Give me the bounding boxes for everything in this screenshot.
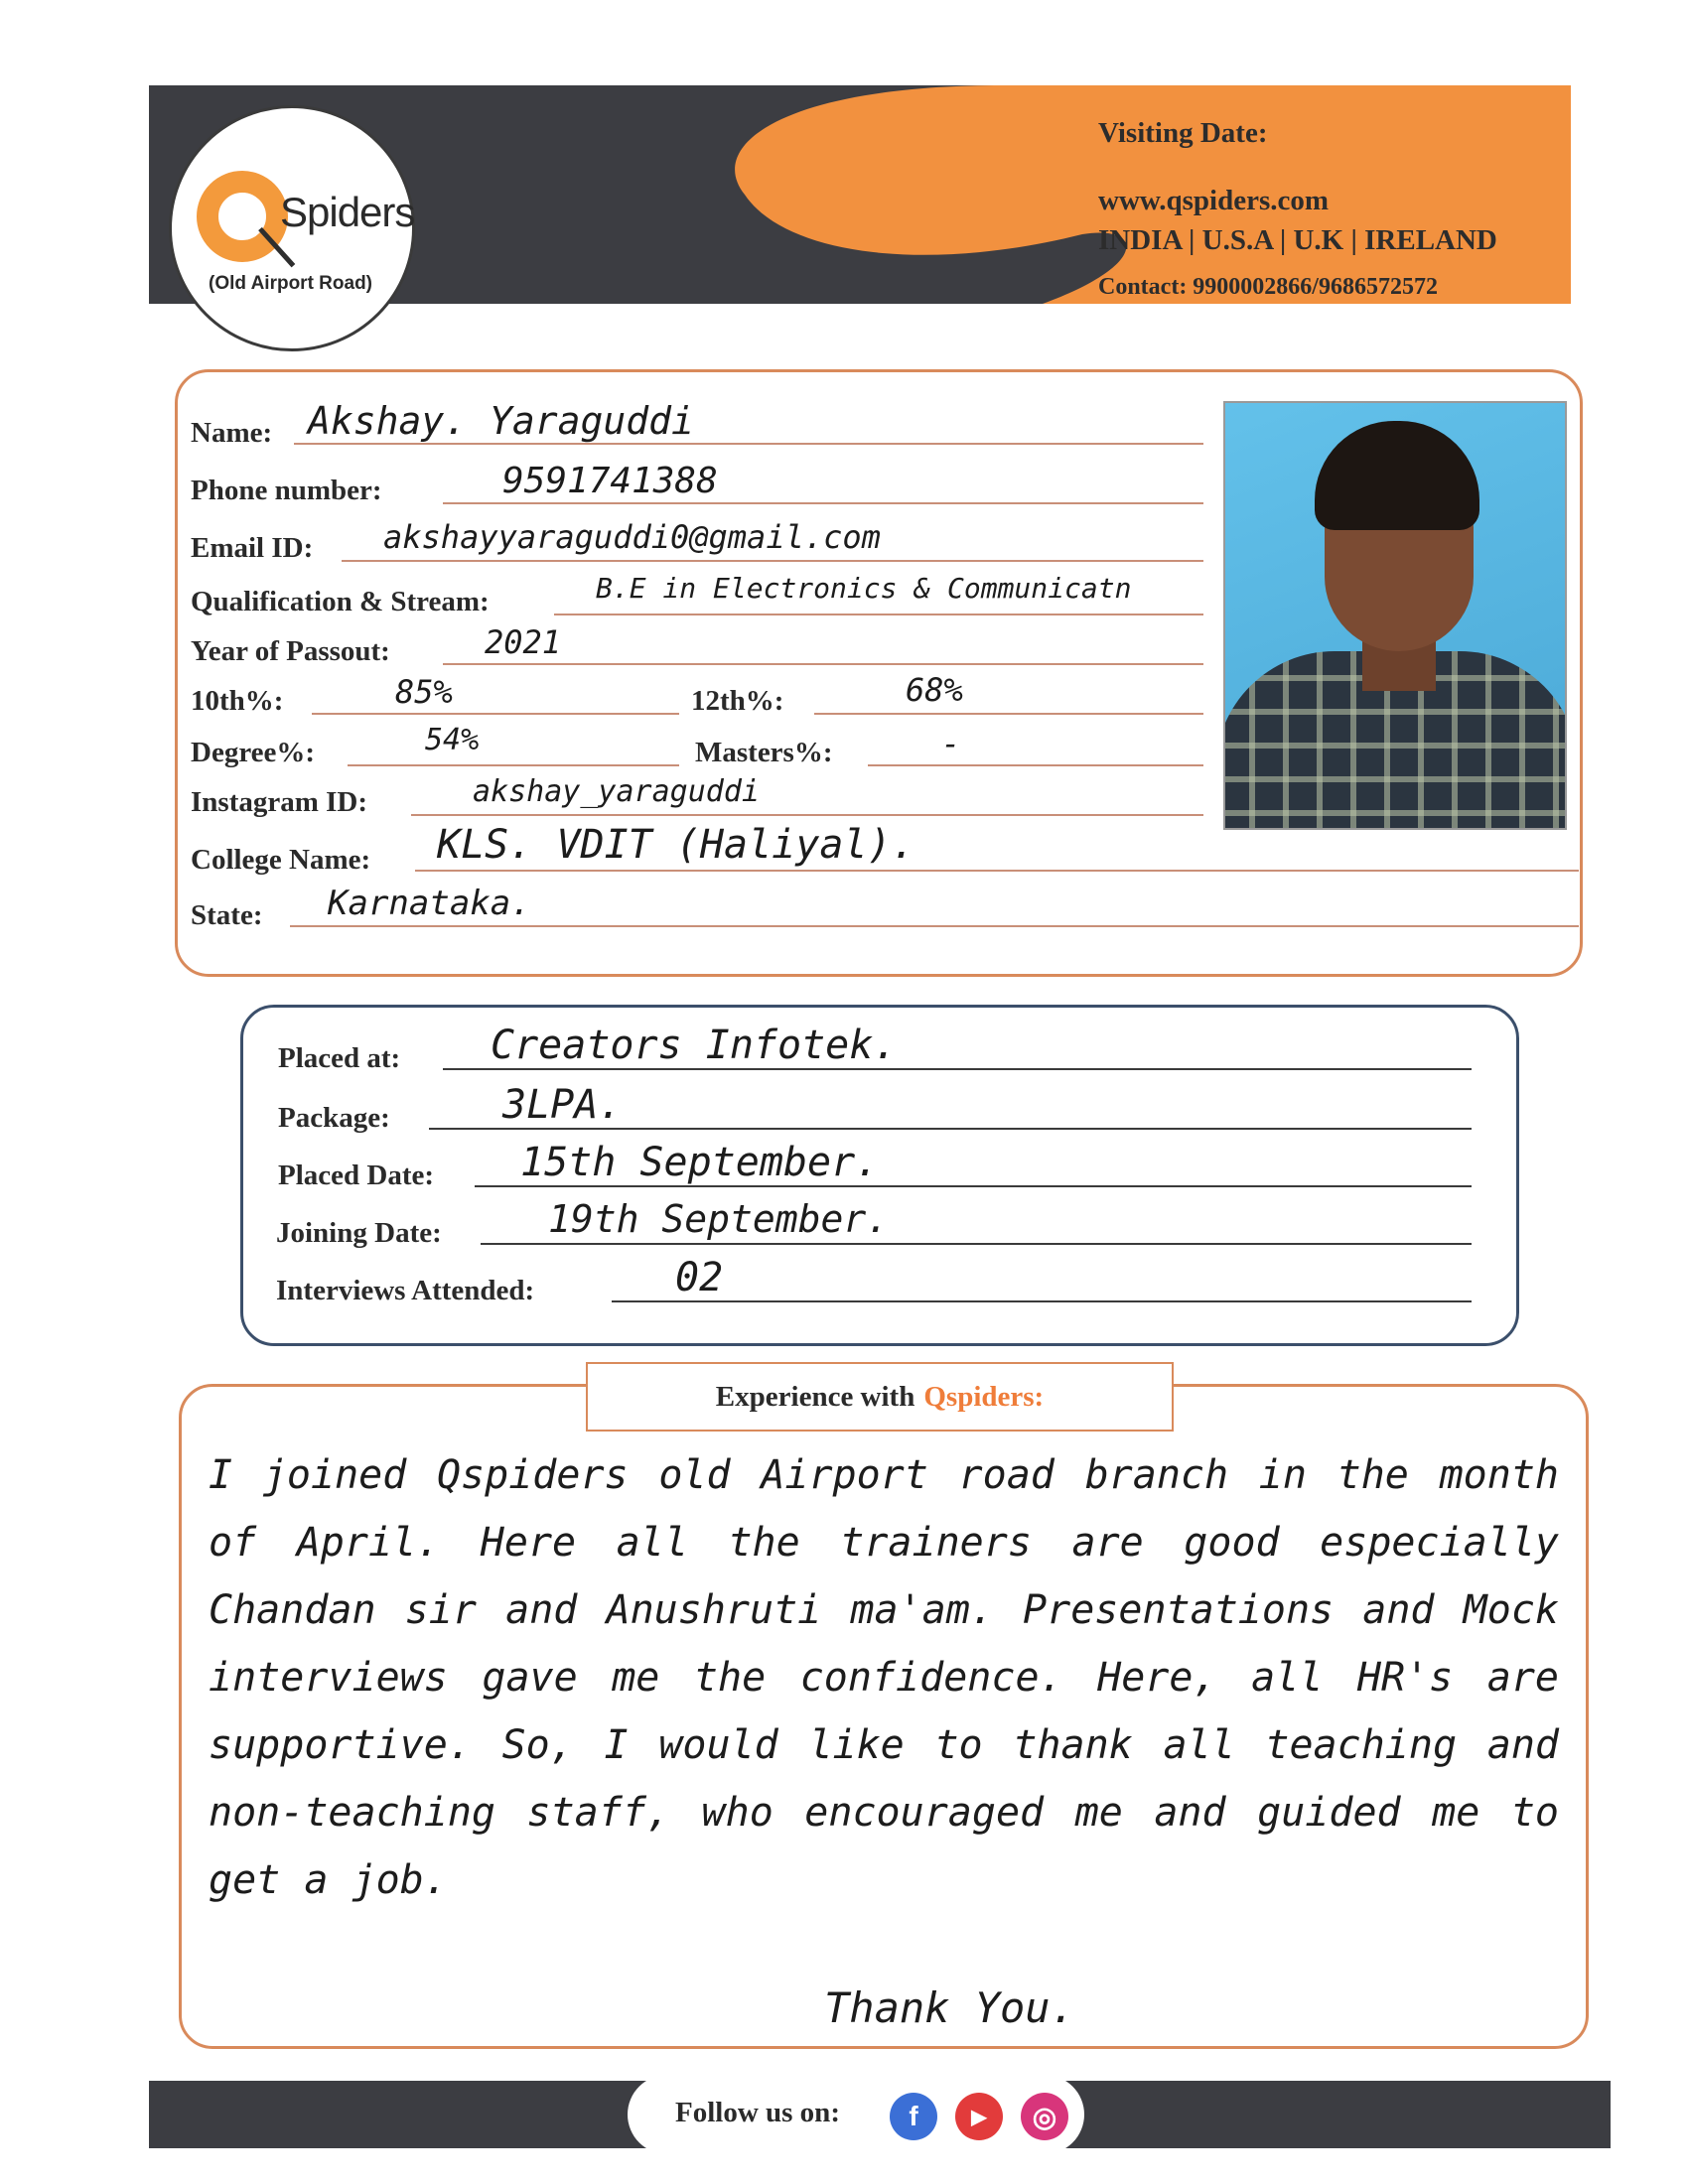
phone-value: 9591741388: [502, 461, 718, 501]
interviews-line: [612, 1300, 1472, 1302]
experience-title-text: Experience with: [715, 1380, 915, 1413]
instagram-value: akshay_yaraguddi: [473, 774, 760, 809]
masters-value: -: [941, 725, 961, 762]
email-label: Email ID:: [191, 532, 314, 564]
masters-line: [868, 764, 1203, 766]
email-line: [342, 560, 1203, 562]
logo-branch: (Old Airport Road): [209, 273, 372, 294]
follow-label: Follow us on:: [675, 2097, 840, 2128]
joining-date-line: [481, 1243, 1472, 1245]
placed-at-value: Creators Infotek.: [491, 1023, 898, 1068]
experience-title-brand: Qspiders:: [923, 1380, 1045, 1413]
college-value: KLS. VDIT (Haliyal).: [437, 822, 915, 868]
phone-line: [443, 502, 1203, 504]
instagram-icon[interactable]: ◎: [1021, 2093, 1068, 2140]
qualification-line: [554, 614, 1203, 615]
joining-date-label: Joining Date:: [276, 1217, 442, 1249]
passout-label: Year of Passout:: [191, 635, 390, 667]
instagram-line: [411, 814, 1203, 816]
joining-date-value: 19th September.: [548, 1197, 890, 1241]
logo-word: Spiders: [280, 189, 415, 235]
qualification-label: Qualification & Stream:: [191, 586, 490, 617]
tenth-value: 85%: [395, 673, 453, 711]
degree-label: Degree%:: [191, 737, 316, 768]
passout-value: 2021: [485, 623, 562, 661]
state-label: State:: [191, 899, 263, 931]
email-value: akshayyaraguddi0@gmail.com: [383, 518, 881, 556]
website-link[interactable]: www.qspiders.com: [1098, 185, 1330, 216]
closing-text: Thank You.: [824, 1983, 1075, 2032]
name-value: Akshay. Yaraguddi: [308, 399, 694, 443]
tenth-line: [312, 713, 679, 715]
experience-title-box: [586, 1362, 1174, 1432]
placed-at-line: [443, 1068, 1472, 1070]
interviews-value: 02: [675, 1255, 724, 1300]
placed-date-label: Placed Date:: [278, 1160, 435, 1191]
state-line: [290, 925, 1579, 927]
placed-date-value: 15th September.: [520, 1140, 880, 1185]
experience-title: [588, 1364, 1172, 1430]
tenth-label: 10th%:: [191, 685, 284, 717]
instagram-label: Instagram ID:: [191, 786, 368, 818]
passout-line: [443, 663, 1203, 665]
package-label: Package:: [278, 1102, 390, 1134]
placed-at-label: Placed at:: [278, 1042, 401, 1074]
name-line: [294, 443, 1203, 445]
placed-date-line: [475, 1185, 1472, 1187]
youtube-icon[interactable]: ▶: [955, 2093, 1003, 2140]
name-label: Name:: [191, 417, 273, 449]
twelfth-value: 68%: [906, 671, 963, 709]
visiting-date-label: Visiting Date:: [1098, 117, 1268, 149]
interviews-label: Interviews Attended:: [276, 1275, 535, 1306]
twelfth-label: 12th%:: [691, 685, 784, 717]
student-photo: [1223, 401, 1567, 830]
package-value: 3LPA.: [502, 1082, 623, 1128]
college-label: College Name:: [191, 844, 371, 876]
degree-value: 54%: [425, 723, 480, 757]
degree-line: [348, 764, 679, 766]
masters-label: Masters%:: [695, 737, 833, 768]
package-line: [429, 1128, 1472, 1130]
facebook-icon[interactable]: f: [890, 2093, 937, 2140]
contact-numbers: Contact: 9900002866/9686572572: [1098, 274, 1438, 300]
twelfth-line: [814, 713, 1203, 715]
experience-text: I joined Qspiders old Airport road branch in the month of April. Here all the trainers are good especially Chandan sir and Anushruti ma'am. Presentations and Mock interviews gave me the confidence. Here, all HR's are supportive. So, I would like to thank all teaching and non-teaching staff, who encouraged me and guided me to get a job.: [209, 1452, 1559, 1903]
state-value: Karnataka.: [328, 884, 531, 923]
qualification-value: B.E in Electronics & Communicatn: [596, 572, 1132, 605]
countries: INDIA | U.S.A | U.K | IRELAND: [1098, 224, 1497, 256]
phone-label: Phone number:: [191, 475, 382, 506]
college-line: [415, 870, 1579, 872]
